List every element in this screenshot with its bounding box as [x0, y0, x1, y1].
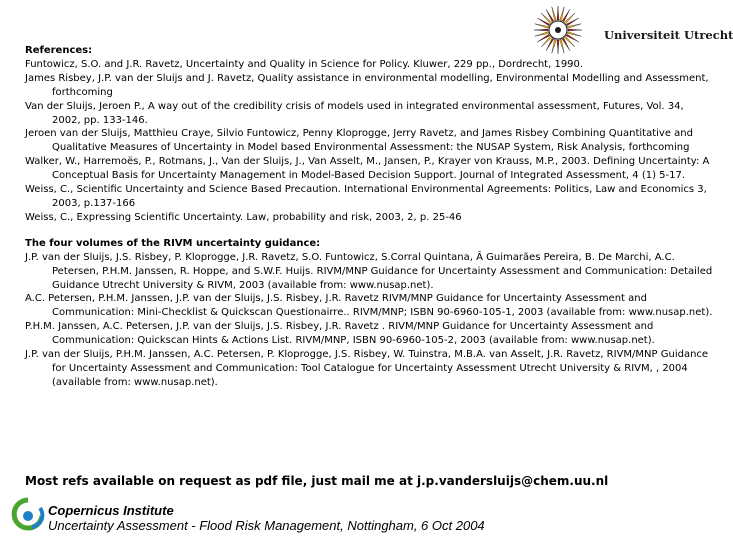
sun-ray: [535, 32, 549, 37]
sun-ray: [552, 7, 557, 21]
references-content: [25, 44, 715, 390]
sun-ray: [564, 13, 575, 24]
sun-ray: [560, 7, 565, 21]
rivm-guidance-heading: The four volumes of the RIVM uncertainty guidance:: [25, 237, 321, 249]
university-name: Universiteit Utrecht: [604, 28, 733, 42]
contact-text: Most refs available on request as pdf file, just mail me at: [25, 474, 413, 488]
reference-item: Funtowicz, S.O. and J.R. Ravetz, Uncertainty and Quality in Science for Policy. Kluwer, 229 pp., Dordrecht, 1990.: [25, 58, 584, 70]
sun-ray: [541, 13, 552, 24]
reference-item: James Risbey, J.P. van der Sluijs and J. Ravetz, Quality assistance in environmental modelling, Environmental Modelling and Assessment, forthcoming: [25, 72, 709, 98]
reference-item: J.P. van der Sluijs, P.H.M. Janssen, A.C. Petersen, P. Kloprogge, J.S. Risbey, W. Tuinstra, M.B.A. van Asselt, J.R. Ravetz, RIVM/MNP Guidance for Uncertainty Assessment and Communication: Tool Catalogue for Uncertainty Assessment Utrecht University & RIVM, , 2004 (available from: www.nusap.net).: [25, 349, 709, 388]
reference-item: Van der Sluijs, Jeroen P., A way out of the credibility crisis of models used in integrated environmental assessment, Futures, Vol. 34, 2002, pp. 133-146.: [25, 100, 684, 126]
sun-ray: [534, 29, 548, 31]
references-heading: References:: [25, 45, 93, 56]
reference-item: P.H.M. Janssen, A.C. Petersen, J.P. van der Sluijs, J.S. Risbey, J.R. Ravetz . RIVM/MNP Guidance for Uncertainty Assessment and Communication: Quickscan Hints & Actions List. RIVM/MNP, ISBN 90-6960-105-2, 2003 (available from: www.nusap.net).: [25, 321, 655, 347]
event-caption: Uncertainty Assessment - Flood Risk Management, Nottingham, 6 Oct 2004: [48, 518, 485, 533]
reference-item: A.C. Petersen, P.H.M. Janssen, J.P. van der Sluijs, J.S. Risbey, J.R. Ravetz RIVM/MNP Guidance for Uncertainty Assessment and Communication: Mini-Checklist & Quickscan Questionairre.. RIVM/MNP; ISBN 90-6960-105-1, 2003 (available from: www.nusap.net).: [25, 293, 713, 319]
sun-ray: [568, 29, 582, 31]
reference-item: Weiss, C., Expressing Scientific Uncertainty. Law, probability and risk, 2003, 2, p. 25-46: [25, 211, 462, 223]
contact-email-link[interactable]: j.p.vandersluijs@chem.uu.nl: [417, 474, 609, 488]
contact-line: [25, 474, 715, 488]
reference-item: Weiss, C., Scientific Uncertainty and Science Based Precaution. International Environmental Agreements: Politics, Law and Economics 3, 2003, p.137-166: [25, 184, 707, 209]
sun-ray: [567, 32, 581, 37]
institute-name: Copernicus Institute: [48, 503, 174, 518]
reference-item: J.P. van der Sluijs, J.S. Risbey, P. Kloprogge, J.R. Ravetz, S.O. Funtowicz, S.Corral Quintana, Â Guimarães Pereira, B. De Marchi, A.C. Petersen, P.H.M. Janssen, R. Hoppe, and S.W.F. Huijs. RIVM/MNP Guidance for Uncertainty Assessment and Communication: Detailed Guidance Utrecht University & RIVM, 2003 (available from: www.nusap.net).: [25, 251, 713, 291]
reference-item: Jeroen van der Sluijs, Matthieu Craye, Silvio Funtowicz, Penny Kloprogge, Jerry Ravetz, and James Risbey Combining Quantitative and Qualitative Measures of Uncertainty in Model based Environmental Assessment: the NUSAP System, Risk Analysis, forthcoming: [25, 128, 693, 154]
section-gap: [25, 225, 715, 237]
sun-ray: [535, 24, 549, 29]
reference-item: Walker, W., Harremoës, P., Rotmans, J., Van der Sluijs, J., Van Asselt, M., Jansen, P., Krayer von Krauss, M.P., 2003. Defining Uncertainty: A Conceptual Basis for Uncertainty Management in Model-Based Decision Support. Journal of Integrated Assessment, 4 (1) 5-17.: [25, 156, 710, 182]
sun-ray: [567, 24, 581, 29]
sun-ray: [557, 6, 559, 20]
copernicus-logo-icon: [10, 496, 46, 534]
